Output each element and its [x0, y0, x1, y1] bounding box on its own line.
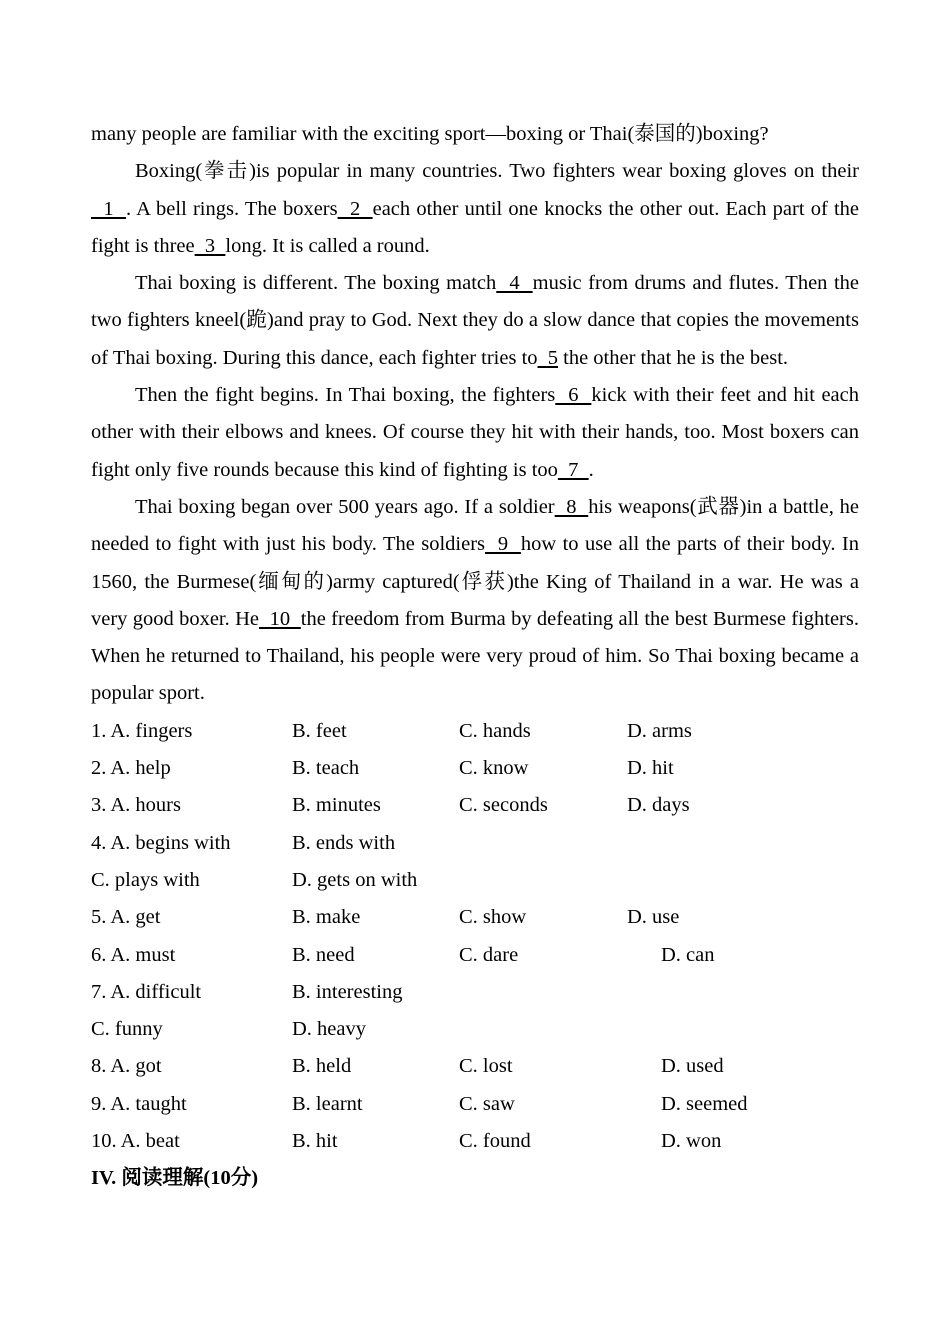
- blank-6: 6: [555, 384, 592, 407]
- text: the freedom from Burma by defeating all the best Burmese fighters. When he returned to Thailand, his people were very proud of him. So Thai boxing became a popular sport.: [91, 607, 859, 705]
- text: . A bell rings. The boxers: [126, 197, 338, 220]
- document-page: [91, 116, 859, 1198]
- blank-3: 3: [194, 234, 226, 257]
- option-b: B. need: [292, 943, 355, 966]
- blank-8: 8: [554, 495, 589, 518]
- blank-5: 5: [537, 346, 559, 369]
- option-d: D. hit: [627, 757, 674, 780]
- blank-2: 2: [337, 197, 373, 220]
- option-c: C. show: [459, 906, 527, 929]
- option-c: C. plays with: [91, 868, 200, 891]
- text: music from drums and flutes. Then the two fighters kneel(跪)and pray to God. Next they do a slow dance that copies the movements of Thai boxing. During this dance, each fighter tries to: [91, 272, 859, 369]
- option-a: 5. A. get: [91, 906, 161, 929]
- blank-1: 1: [91, 197, 126, 220]
- option-b: B. hit: [292, 1130, 338, 1153]
- option-b: B. learnt: [292, 1092, 363, 1115]
- option-d: D. can: [661, 943, 715, 966]
- blank-7: 7: [557, 458, 589, 481]
- text: how to use all the parts of their body. In 1560, the Burmese(缅甸的)army captured(俘获)the King of Thailand in a war. He was a very good boxer. He: [91, 533, 860, 630]
- text: Then the fight begins. In Thai boxing, the fighters: [135, 384, 556, 407]
- blank-10: 10: [258, 607, 301, 630]
- text: long. It is called a round.: [225, 234, 430, 257]
- option-a: 7. A. difficult: [91, 980, 202, 1003]
- text: Thai boxing is different. The boxing match: [135, 272, 497, 295]
- option-c: C. saw: [459, 1092, 515, 1115]
- question-9-options: [91, 1086, 859, 1123]
- section-heading: IV. 阅读理解(10分): [91, 1167, 259, 1190]
- option-b: B. interesting: [292, 980, 403, 1003]
- option-b: B. make: [292, 906, 361, 929]
- option-d: D. days: [627, 794, 690, 817]
- option-d: D. won: [661, 1130, 722, 1153]
- option-a: 9. A. taught: [91, 1092, 187, 1115]
- question-4-options-row-1: [91, 825, 859, 862]
- option-a: 6. A. must: [91, 943, 176, 966]
- option-c: C. know: [459, 757, 529, 780]
- option-c: C. seconds: [459, 794, 548, 817]
- text: each other until one knocks the other out. Each part of the fight is three: [91, 197, 860, 257]
- option-d: D. gets on with: [292, 868, 418, 891]
- option-a: 10. A. beat: [91, 1130, 180, 1153]
- option-c: C. hands: [459, 719, 531, 742]
- text: his weapons(武器)in a battle, he needed to fight with just his body. The soldiers: [91, 495, 860, 556]
- question-7-options-row-2: [91, 1011, 859, 1048]
- question-8-options: [91, 1048, 859, 1085]
- question-7-options-row-1: [91, 974, 859, 1011]
- option-d: D. heavy: [292, 1018, 367, 1041]
- question-5-options: [91, 899, 859, 936]
- text: Boxing(拳击)is popular in many countries. Two fighters wear boxing gloves on their: [135, 160, 859, 183]
- blank-4: 4: [496, 272, 533, 295]
- paragraph-1: [91, 153, 859, 265]
- question-2-options: [91, 750, 859, 787]
- paragraph-2: [91, 265, 859, 377]
- question-10-options: [91, 1123, 859, 1160]
- option-b: B. feet: [292, 719, 347, 742]
- paragraph-4: [91, 489, 859, 713]
- question-4-options-row-2: [91, 862, 859, 899]
- option-a: 8. A. got: [91, 1055, 162, 1078]
- question-3-options: [91, 787, 859, 824]
- text: the other that he is the best.: [558, 346, 789, 369]
- blank-9: 9: [485, 533, 521, 556]
- option-a: 2. A. help: [91, 757, 171, 780]
- option-c: C. funny: [91, 1018, 163, 1041]
- option-c: C. lost: [459, 1055, 513, 1078]
- option-d: D. arms: [627, 719, 692, 742]
- option-b: B. teach: [292, 757, 360, 780]
- text: Thai boxing began over 500 years ago. If a soldier: [135, 495, 555, 518]
- option-c: C. found: [459, 1130, 531, 1153]
- paragraph-3: [91, 377, 859, 489]
- option-c: C. dare: [459, 943, 519, 966]
- option-d: D. use: [627, 906, 680, 929]
- option-a: 1. A. fingers: [91, 719, 193, 742]
- question-1-options: [91, 713, 859, 750]
- text: kick with their feet and hit each other with their elbows and knees. Of course they hit with their hands, too. Most boxers can fight only five rounds because this kind of fighting is too: [91, 384, 859, 481]
- passage-intro-line: many people are familiar with the exciting sport—boxing or Thai(泰国的)boxing?: [91, 123, 769, 145]
- option-b: B. minutes: [292, 794, 381, 817]
- text: .: [588, 458, 594, 481]
- option-d: D. seemed: [661, 1092, 748, 1115]
- option-b: B. held: [292, 1055, 352, 1078]
- option-d: D. used: [661, 1055, 724, 1078]
- option-a: 3. A. hours: [91, 794, 181, 817]
- question-6-options: [91, 937, 859, 974]
- option-b: B. ends with: [292, 831, 396, 854]
- option-a: 4. A. begins with: [91, 831, 231, 854]
